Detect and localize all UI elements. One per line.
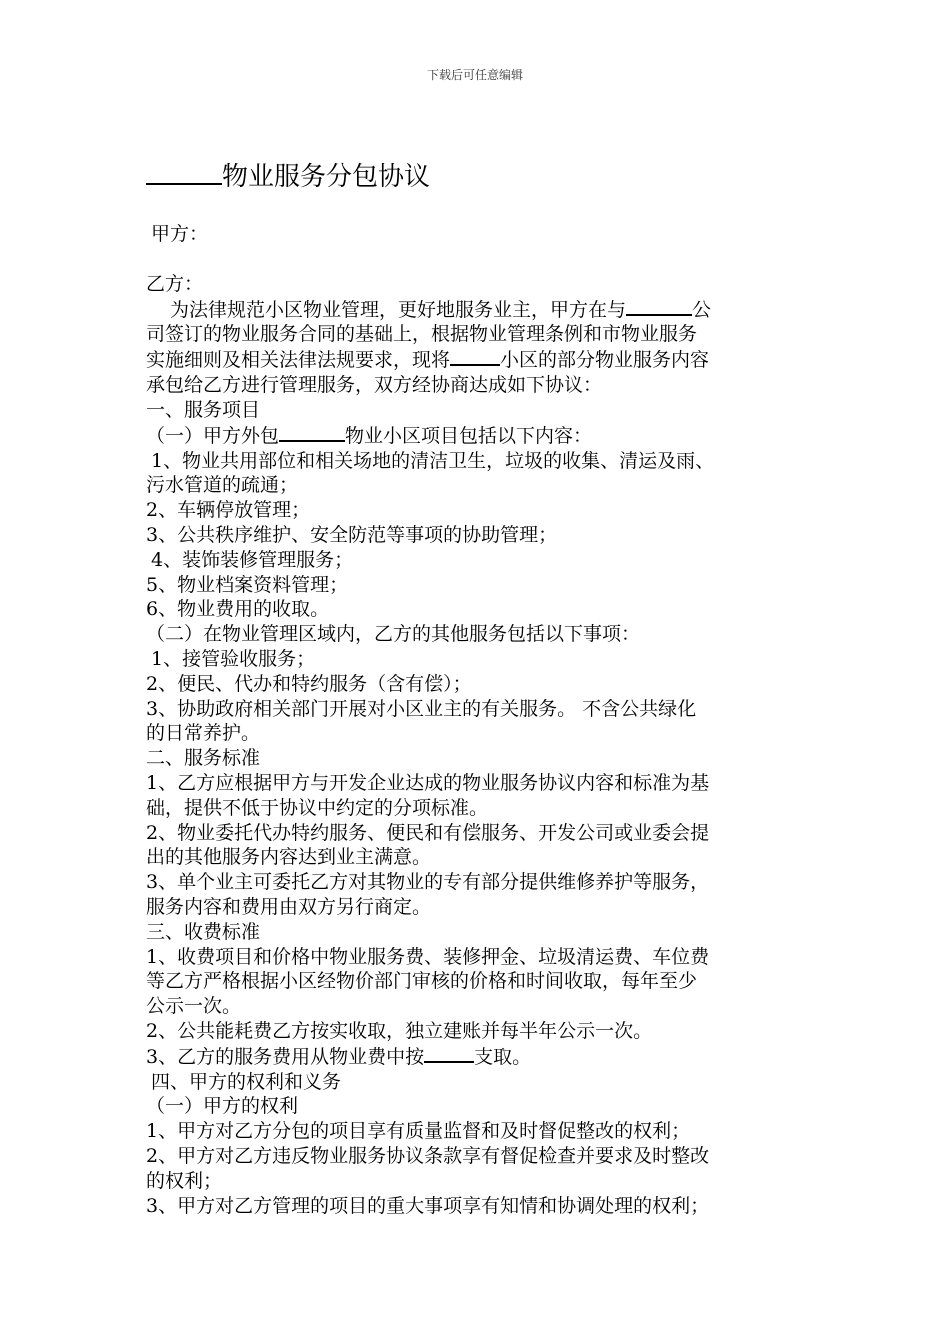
list-item: 的日常养护。	[146, 722, 261, 745]
subsection-text: 物业小区项目包括以下内容：	[345, 424, 593, 447]
list-item: 污水管道的疏通；	[146, 474, 299, 497]
section-heading: 二、服务标准	[146, 747, 261, 770]
intro-text: 公	[692, 298, 712, 321]
party-a-line: 甲方：	[151, 223, 209, 245]
list-item: 2、车辆停放管理；	[146, 499, 311, 522]
list-item: 4、装饰装修管理服务；	[151, 548, 354, 571]
list-item: 3、协助政府相关部门开展对小区业主的有关服务。 不含公共绿化	[146, 697, 697, 720]
list-item: 等乙方严格根据小区经物价部门审核的价格和时间收取，每年至少	[146, 970, 698, 993]
list-item: 2、甲方对乙方违反物业服务协议条款享有督促检查并要求及时整改	[146, 1145, 710, 1168]
list-item	[146, 1044, 816, 1070]
list-item: 的权利；	[146, 1169, 223, 1192]
list-item: 5、物业档案资料管理；	[146, 573, 349, 596]
section-heading: 四、甲方的权利和义务	[151, 1070, 342, 1093]
intro-text: 小区的部分物业服务内容	[500, 349, 710, 372]
subsection-heading: （二）在物业管理区域内，乙方的其他服务包括以下事项：	[146, 623, 641, 646]
list-item: 础，提供不低于协议中约定的分项标准。	[146, 796, 489, 819]
list-item: 出的其他服务内容达到业主满意。	[146, 846, 432, 869]
fill-blank	[279, 423, 345, 442]
subsection-heading	[146, 423, 816, 449]
subsection-heading: （一）甲方的权利	[146, 1095, 299, 1118]
fill-blank	[450, 347, 500, 366]
intro-text: 实施细则及相关法律法规要求，现将	[146, 349, 451, 372]
title-blank	[146, 160, 222, 185]
list-item: 2、公共能耗费乙方按实收取，独立建账并每半年公示一次。	[146, 1019, 653, 1042]
intro-line: 承包给乙方进行管理服务，双方经协商达成如下协议：	[146, 374, 603, 397]
list-item: 1、甲方对乙方分包的项目享有质量监督和及时督促整改的权利；	[146, 1120, 691, 1143]
subsection-text: （一）甲方外包	[146, 424, 280, 447]
intro-line	[146, 297, 816, 323]
party-b-line: 乙方：	[146, 272, 204, 295]
list-item: 1、接管验收服务；	[151, 648, 316, 671]
intro-line: 司签订的物业服务合同的基础上，根据物业管理条例和市物业服务	[146, 323, 698, 346]
list-item: 2、物业委托代办特约服务、便民和有偿服务、开发公司或业委会提	[146, 821, 710, 844]
intro-line	[146, 347, 816, 373]
list-item: 公示一次。	[146, 995, 242, 1018]
document-title	[146, 156, 430, 193]
list-item: 3、单个业主可委托乙方对其物业的专有部分提供维修养护等服务，	[146, 871, 710, 894]
list-item: 3、公共秩序维护、安全防范等事项的协助管理；	[146, 524, 558, 547]
list-item: 1、乙方应根据甲方与开发企业达成的物业服务协议内容和标准为基	[146, 772, 710, 795]
list-item: 6、物业费用的收取。	[146, 598, 330, 621]
list-item: 服务内容和费用由双方另行商定。	[146, 896, 432, 918]
document-body	[146, 222, 816, 1218]
list-text: 支取。	[474, 1045, 532, 1068]
fill-blank	[424, 1044, 474, 1063]
list-item: 1、收费项目和价格中物业服务费、装修押金、垃圾清运费、车位费	[146, 945, 710, 968]
title-text: 物业服务分包协议	[222, 162, 431, 192]
section-heading: 三、收费标准	[146, 920, 261, 943]
list-text: 3、乙方的服务费用从物业费中按	[146, 1045, 425, 1068]
page-header: 下载后可任意编辑	[426, 68, 523, 82]
list-item: 2、便民、代办和特约服务（含有偿）；	[146, 672, 472, 695]
fill-blank	[626, 297, 692, 316]
intro-text: 为法律规范小区物业管理，更好地服务业主，甲方在与	[170, 298, 627, 321]
list-item: 3、甲方对乙方管理的项目的重大事项享有知情和协调处理的权利；	[146, 1194, 710, 1217]
section-heading: 一、服务项目	[146, 398, 261, 421]
list-item: 1、物业共用部位和相关场地的清洁卫生，垃圾的收集、清运及雨、	[151, 449, 715, 472]
